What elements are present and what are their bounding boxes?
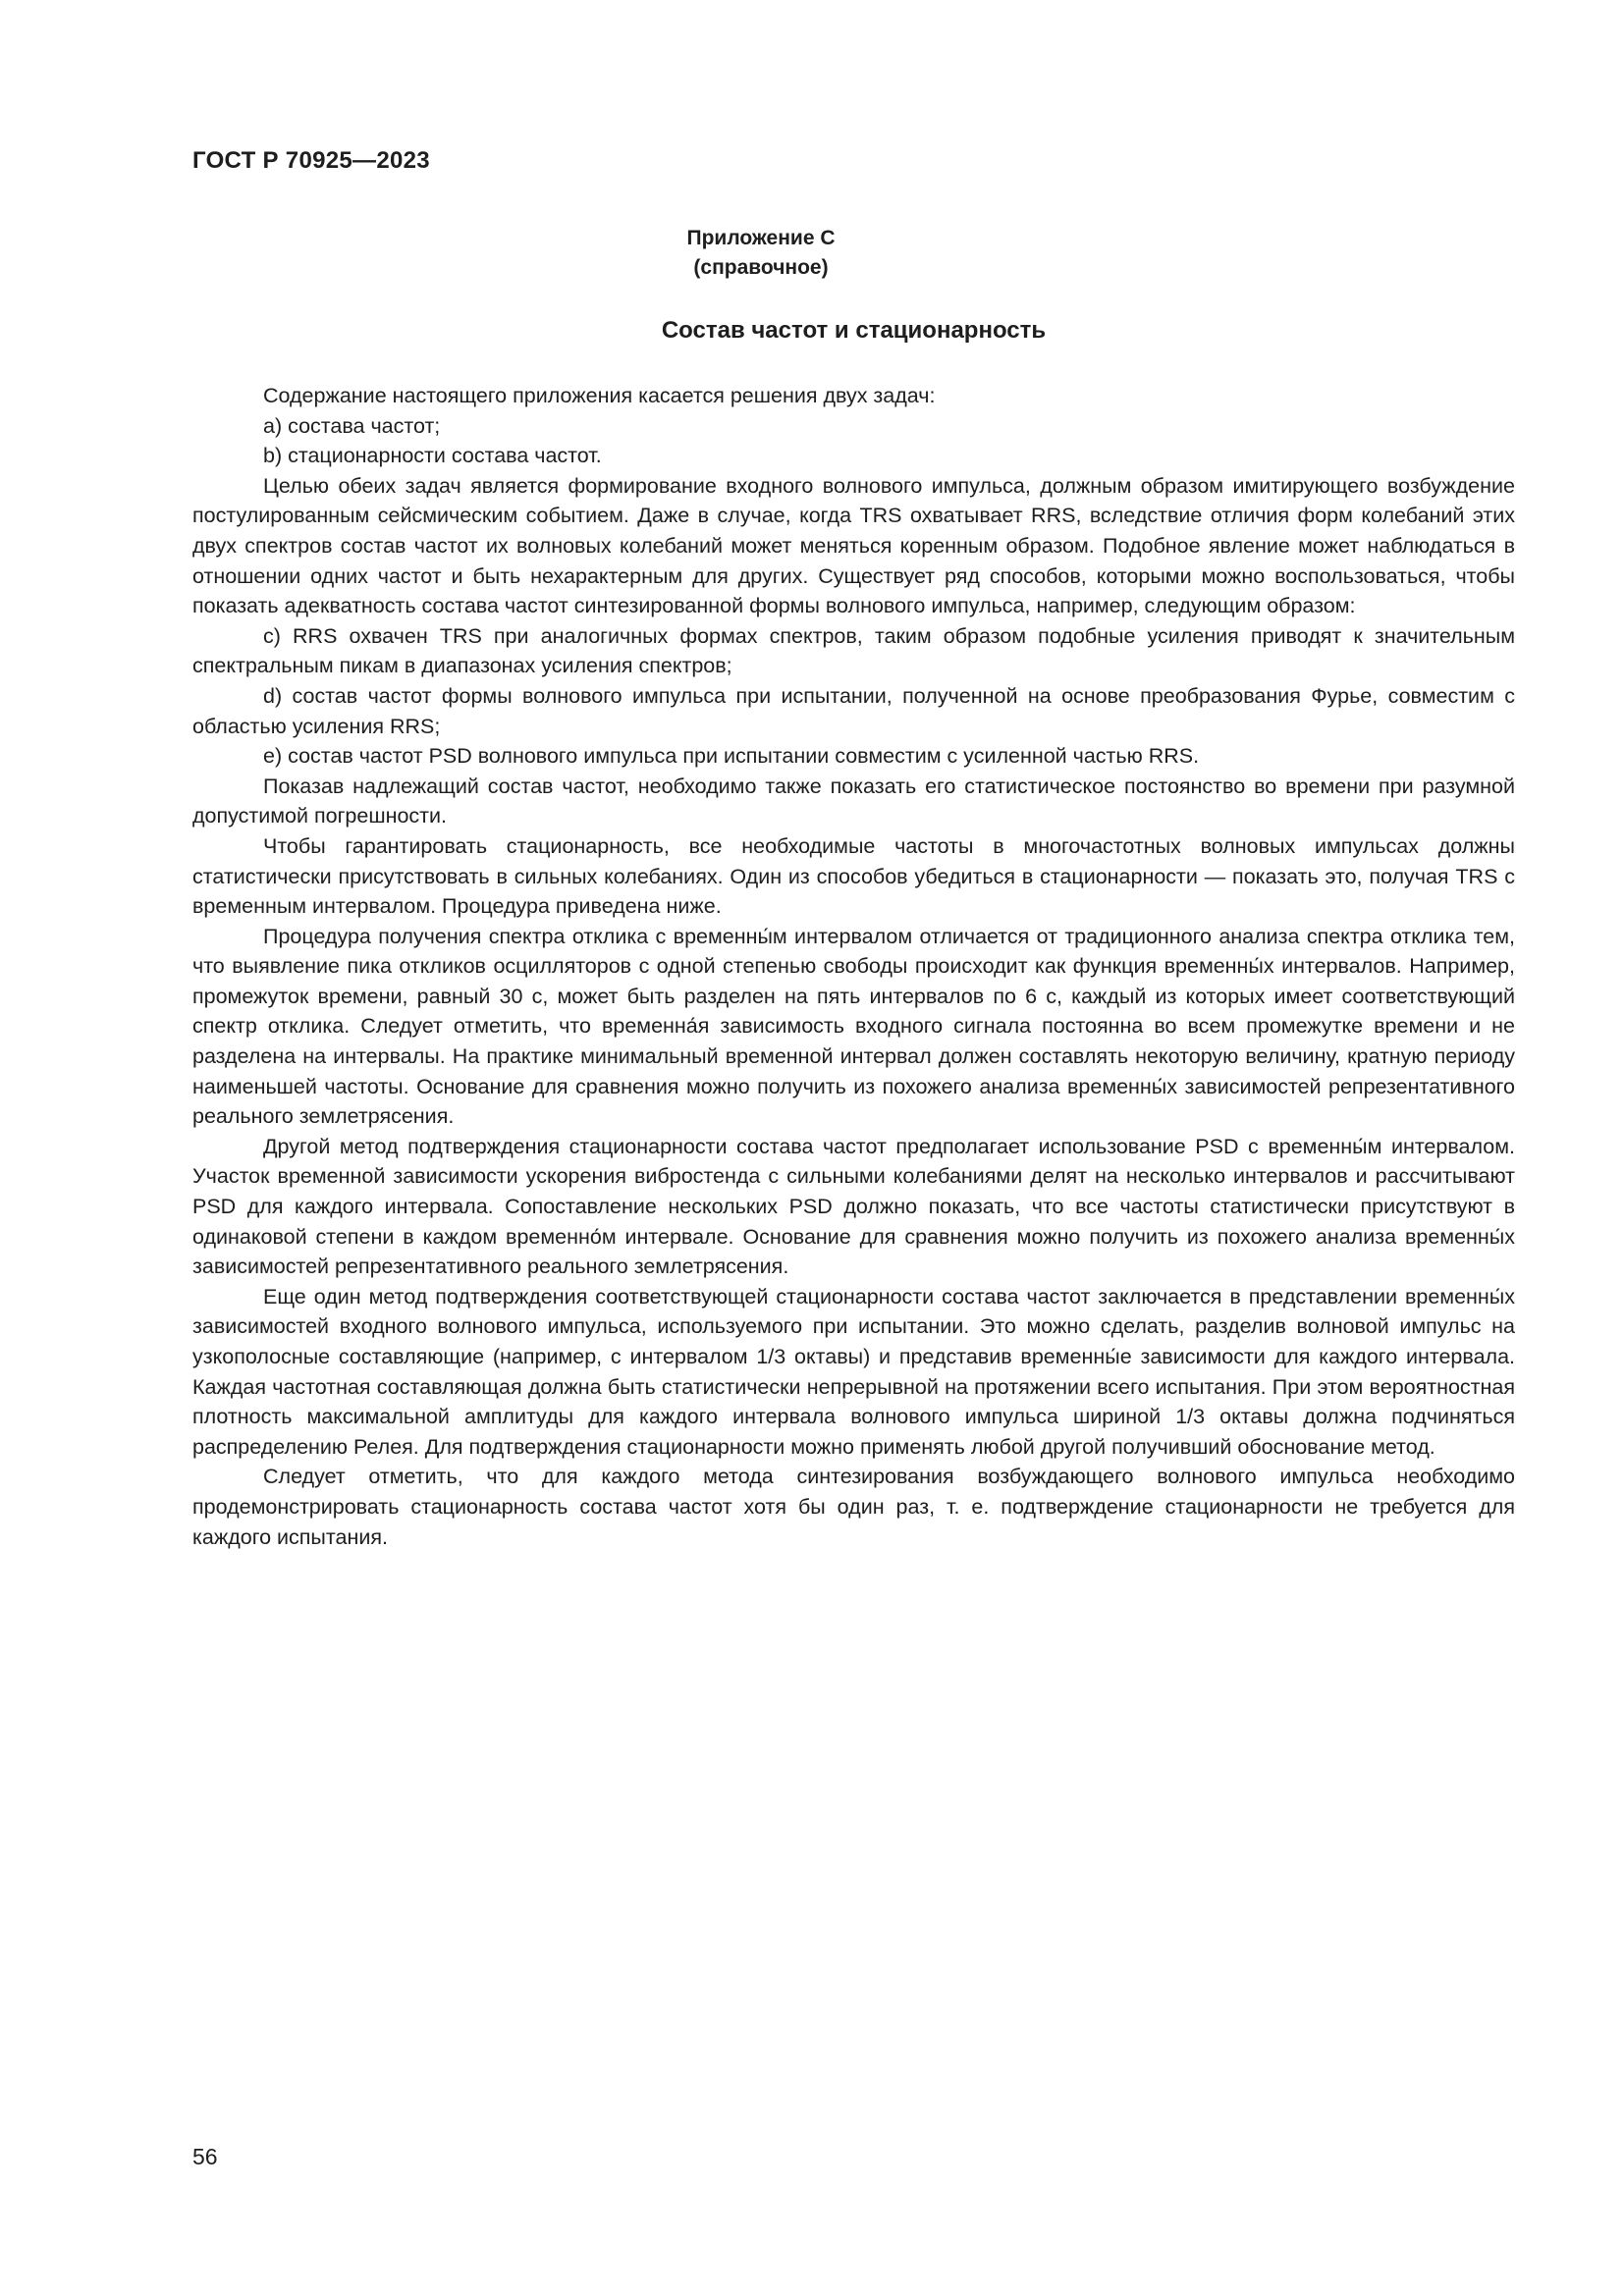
paragraph-purpose: Целью обеих задач является формирование входного волнового импульса, должным образом имитирующего возбуждение постулированным сейсмическим событием. Даже в случае, когда TRS охватывает RRS, вследствие отличия форм колебаний этих двух спектров состав частот их волновых колебаний может меняться коренным образом. Подобное явление может наблюдаться в отношении одних частот и быть нехарактерным для других. Существует ряд способов, которыми можно воспользоваться, чтобы показать адекватность состава частот синтезированной формы волнового импульса, например, следующим образом:: [192, 473, 1515, 618]
paragraph-intro: Содержание настоящего приложения касается решения двух задач:: [263, 384, 936, 407]
paragraph-narrowband-method: Еще один метод подтверждения соответствующей стационарности состава частот заключается в представлении временны́х зависимостей входного волнового импульса, используемого при испытании. Это можно сделать, разделив волновой импульс на узкополосные составляющие (например, с интервалом 1/3 октавы) и представив временны́е зависимости для каждого интервала. Каждая частотная составляющая должна быть статистически непрерывной на протяжении всего испытания. При этом вероятностная плотность максимальной амплитуды для каждого интервала волнового импульса шириной 1/3 октавы должна подчиняться распределению Релея. Для подтверждения стационарности можно применять любой другой получивший обоснование метод.: [192, 1284, 1515, 1459]
list-item-d: d) состав частот формы волнового импульса при испытании, полученной на основе преобразования Фурье, совместим с областью усиления RRS;: [192, 683, 1515, 738]
list-item-c: c) RRS охвачен TRS при аналогичных формах спектров, таким образом подобные усиления приводят к значительным спектральным пикам в диапазонах усиления спектров;: [192, 623, 1515, 678]
paragraph-conclusion: Следует отметить, что для каждого метода синтезирования возбуждающего волнового импульса необходимо продемонстрировать стационарность состава частот хотя бы один раз, т. е. подтверждение стационарности не требуется для каждого испытания.: [192, 1465, 1515, 1549]
document-code-header: ГОСТ Р 70925—2023: [192, 147, 430, 174]
page-number: 56: [192, 2144, 218, 2169]
section-title: Состав частот и стационарность: [661, 317, 1047, 344]
paragraph-time-interval-procedure: Процедура получения спектра отклика с временны́м интервалом отличается от традиционного анализа спектра отклика тем, что выявление пика откликов осцилляторов с одной степенью свободы происходит как функция временны́х интервалов. Например, промежуток времени, равный 30 с, может быть разделен на пять интервалов по 6 с, каждый из которых имеет соответствующий спектр отклика. Следует отметить, что временна́я зависимость входного сигнала постоянна во всем промежутке времени и не разделена на интервалы. На практике минимальный временной интервал должен составлять некоторую величину, кратную периоду наименьшей частоты. Основание для сравнения можно получить из похожего анализа временны́х зависимостей репрезентативного реального землетрясения.: [192, 924, 1515, 1129]
annex-status: (справочное): [693, 256, 829, 279]
paragraph-stationarity: Чтобы гарантировать стационарность, все необходимые частоты в многочастотных волновых импульсах должны статистически присутствовать в сильных колебаниях. Один из способов убедиться в стационарности — показать это, получая TRS с временным интервалом. Процедура приведена ниже.: [192, 833, 1515, 919]
annex-body-text: [192, 381, 1515, 1552]
paragraph-psd-method: Другой метод подтверждения стационарности состава частот предполагает использование PSD с временны́м интервалом. Участок временной зависимости ускорения вибростенда с сильными колебаниями делят на несколько интервалов и рассчитывают PSD для каждого интервала. Сопоставление нескольких PSD должно показать, что все частоты статистически присутствуют в одинаковой степени в каждом временно́м интервале. Основание для сравнения можно получить из похожего анализа временны́х зависимостей репрезентативного реального землетрясения.: [192, 1134, 1515, 1279]
annex-heading: [192, 224, 1329, 283]
list-item-b: b) стационарности состава частот.: [263, 444, 602, 468]
list-item-e: e) состав частот PSD волнового импульса при испытании совместим с усиленной частью RRS.: [263, 744, 1200, 769]
annex-title: Приложение С: [686, 227, 836, 249]
paragraph-constancy: Показав надлежащий состав частот, необходимо также показать его статистическое постоянство во времени при разумной допустимой погрешности.: [192, 774, 1515, 828]
list-item-a: a) состава частот;: [263, 413, 441, 438]
